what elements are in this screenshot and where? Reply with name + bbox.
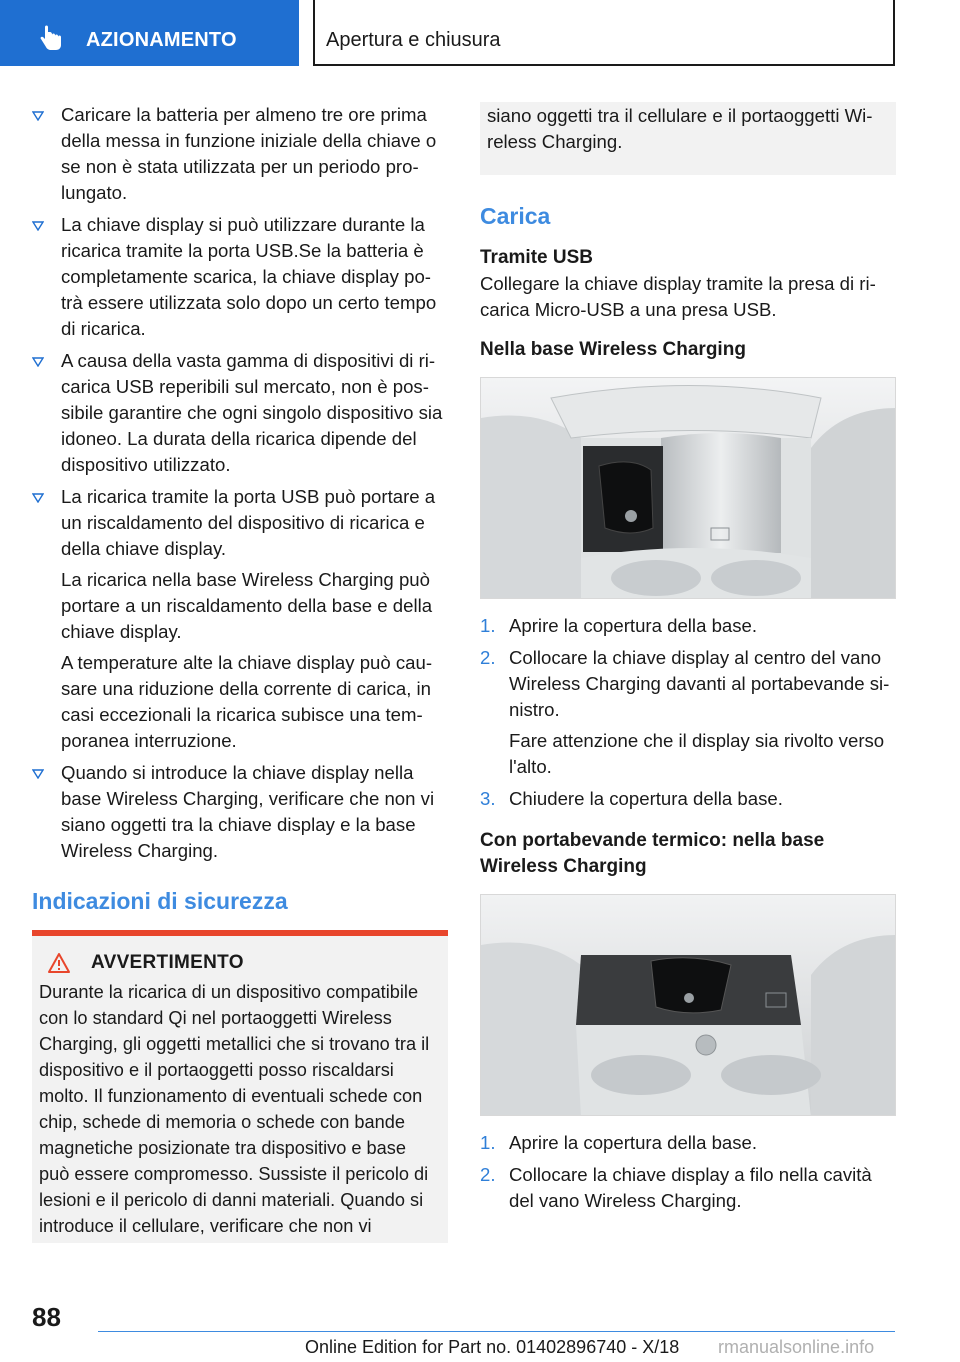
bullet-subtext: A temperature alte la chiave display può cau-sare una riduzione della corrente di carica, in casi eccezionali la ricarica subisce una tem-poranea interruzione. <box>61 652 433 751</box>
bullet-text: Caricare la batteria per almeno tre ore prima della messa in funzione iniziale della chiave o se non è stata utilizzata per un periodo pro-lungato. <box>61 104 437 203</box>
step-text: Aprire la copertura della base. <box>509 615 758 636</box>
header-divider <box>313 0 315 66</box>
wireless-base-illustration <box>481 378 896 599</box>
list-item <box>480 1162 896 1214</box>
step-text: Aprire la copertura della base. <box>509 1132 758 1153</box>
warning-heading: AVVERTIMENTO <box>91 952 244 973</box>
header-underline <box>313 64 895 66</box>
list-item <box>32 212 448 342</box>
steps-list-1 <box>480 613 896 812</box>
thermo-subtitle: Con portabevande termico: nella base Wireless Charging <box>480 830 825 877</box>
triangle-bullet-icon <box>32 769 44 779</box>
bullet-subtext: La ricarica nella base Wireless Charging può portare a un riscaldamento della base e della chiave display. <box>61 569 433 642</box>
bullet-text: Quando si introduce la chiave display nella base Wireless Charging, verificare che non vi siano oggetti tra la chiave display e la base Wireless Charging. <box>61 762 435 861</box>
warning-header <box>39 950 441 976</box>
thermo-base-illustration <box>481 895 896 1116</box>
triangle-bullet-icon <box>32 111 44 121</box>
charge-section-title: Carica <box>480 203 551 229</box>
warning-box-continued <box>480 102 896 175</box>
list-item <box>480 613 896 639</box>
bullet-text: La chiave display si può utilizzare durante la ricarica tramite la porta USB.Se la batteria è completamente scarica, la chiave display po-trà essere utilizzata solo dopo un certo tempo di ricarica. <box>61 214 437 339</box>
section-tab <box>0 0 299 66</box>
step-subtext: Fare attenzione che il display sia rivolto verso l'alto. <box>509 730 885 777</box>
step-text: Chiudere la copertura della base. <box>509 788 783 809</box>
header-divider-right <box>893 0 895 66</box>
footer-edition: Online Edition for Part no. 01402896740 - X/18 <box>305 1337 680 1357</box>
triangle-bullet-icon <box>32 221 44 231</box>
bullet-text: A causa della vasta gamma di dispositivi di ri-carica USB reperibili sul mercato, non è pos-sibile garantire che ogni singolo dispositivo sia idoneo. La durata della ricarica dipende del dispositivo utilizzato. <box>61 350 443 475</box>
hand-pointer-icon <box>38 25 64 51</box>
safety-section-title: Indicazioni di sicurezza <box>32 888 288 914</box>
step-number: 1. <box>480 1132 496 1153</box>
list-item <box>32 760 448 864</box>
usb-subtitle: Tramite USB <box>480 247 593 268</box>
bullet-text: La ricarica tramite la porta USB può portare a un riscaldamento del dispositivo di ricarica e della chiave display. <box>61 486 436 559</box>
step-text: Collocare la chiave display al centro del vano Wireless Charging davanti al portabevande si-nistro. <box>509 647 890 720</box>
right-column <box>480 102 896 1220</box>
left-column <box>32 102 448 1243</box>
page-number: 88 <box>32 1302 61 1332</box>
footer-divider <box>98 1331 895 1332</box>
steps-list-2 <box>480 1130 896 1214</box>
chapter-title: Apertura e chiusura <box>326 29 501 51</box>
list-item <box>480 786 896 812</box>
section-label: AZIONAMENTO <box>86 29 237 51</box>
list-item <box>32 348 448 478</box>
warning-box <box>32 936 448 1243</box>
step-text: Collocare la chiave display a filo nella cavità del vano Wireless Charging. <box>509 1164 872 1211</box>
usb-text: Collegare la chiave display tramite la presa di ri-carica Micro-USB a una presa USB. <box>480 273 876 320</box>
triangle-bullet-icon <box>32 357 44 367</box>
step-number: 2. <box>480 647 496 668</box>
warning-text-continued: siano oggetti tra il cellulare e il portaoggetti Wi-reless Charging. <box>487 105 873 152</box>
list-item <box>480 1130 896 1156</box>
warning-text: Durante la ricarica di un dispositivo compatibile con lo standard Qi nel portaoggetti Wireless Charging, gli oggetti metallici che si trovano tra il dispositivo e il portaoggetti posso riscaldarsi molto. Il funzionamento di eventuali schede con chip, schede di memoria o schede con bande magnetiche posizionate tra dispositivo e base può essere compromesso. Sussiste il pericolo di lesioni e il pericolo di danni materiali. Quando si introduce il cellulare, verificare che non vi <box>39 982 430 1236</box>
wireless-subtitle: Nella base Wireless Charging <box>480 339 746 360</box>
step-number: 2. <box>480 1164 496 1185</box>
list-item <box>32 102 448 206</box>
step-number: 1. <box>480 615 496 636</box>
step-number: 3. <box>480 788 496 809</box>
wireless-base-figure <box>480 377 896 599</box>
list-item <box>480 645 896 780</box>
warning-triangle-icon <box>47 952 71 974</box>
list-item <box>32 484 448 754</box>
thermo-base-figure <box>480 894 896 1116</box>
triangle-bullet-icon <box>32 493 44 503</box>
watermark: rmanualsonline.info <box>718 1337 875 1357</box>
